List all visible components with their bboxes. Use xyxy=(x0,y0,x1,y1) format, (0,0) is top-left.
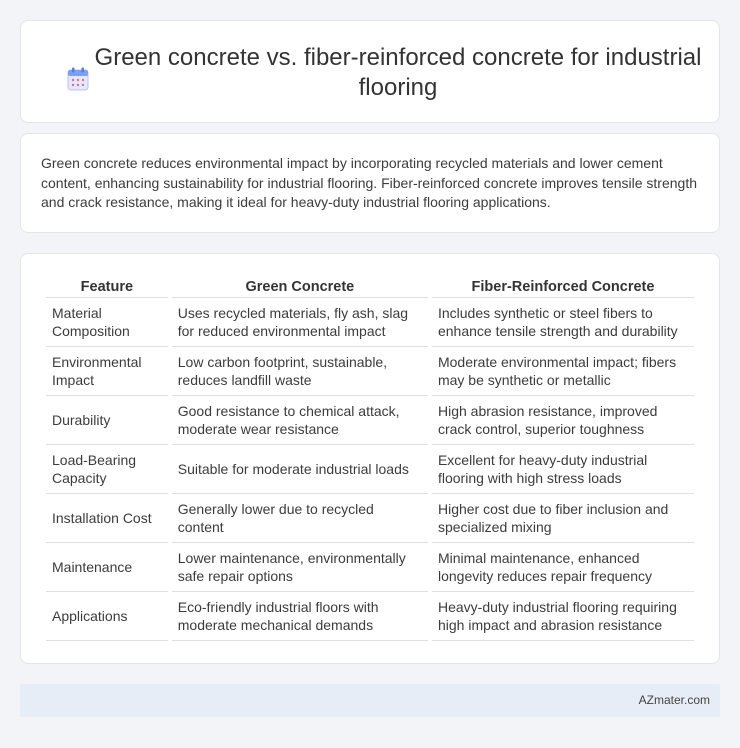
row-fiber-value: Minimal maintenance, enhanced longevity reduces repair frequency xyxy=(432,543,694,592)
page-title: Green concrete vs. fiber-reinforced concrete for industrial flooring xyxy=(94,44,702,101)
header-fiber-reinforced-concrete: Fiber-Reinforced Concrete xyxy=(432,276,694,298)
row-feature: Installation Cost xyxy=(46,494,168,543)
row-green-value: Generally lower due to recycled content xyxy=(172,494,428,543)
footer-bar xyxy=(20,684,720,717)
calendar-icon xyxy=(67,67,89,91)
row-fiber-value: Moderate environmental impact; fibers may be synthetic or metallic xyxy=(432,347,694,396)
row-feature: Durability xyxy=(46,396,168,445)
summary-card xyxy=(20,133,720,233)
row-green-value: Lower maintenance, environmentally safe repair options xyxy=(172,543,428,592)
summary-text: Green concrete reduces environmental impact by incorporating recycled materials and lower cement content, enhancing sustainability for industrial flooring. Fiber-reinforced concrete improves tensile strength and crack resistance, making it ideal for heavy-duty industrial flooring applications. xyxy=(41,155,698,210)
row-green-value: Good resistance to chemical attack, moderate wear resistance xyxy=(172,396,428,445)
table-row xyxy=(46,347,694,396)
title-card xyxy=(20,20,720,123)
row-fiber-value: Higher cost due to fiber inclusion and specialized mixing xyxy=(432,494,694,543)
row-feature: Material Composition xyxy=(46,298,168,347)
comparison-table-card xyxy=(20,253,720,664)
row-feature: Maintenance xyxy=(46,543,168,592)
row-green-value: Low carbon footprint, sustainable, reduces landfill waste xyxy=(172,347,428,396)
row-fiber-value: Heavy-duty industrial flooring requiring high impact and abrasion resistance xyxy=(432,592,694,641)
row-feature: Environmental Impact xyxy=(46,347,168,396)
comparison-table xyxy=(42,276,698,641)
row-feature: Applications xyxy=(46,592,168,641)
table-row xyxy=(46,494,694,543)
row-green-value: Eco-friendly industrial floors with moderate mechanical demands xyxy=(172,592,428,641)
row-fiber-value: Excellent for heavy-duty industrial flooring with high stress loads xyxy=(432,445,694,494)
header-feature: Feature xyxy=(46,276,168,298)
row-fiber-value: Includes synthetic or steel fibers to enhance tensile strength and durability xyxy=(432,298,694,347)
row-fiber-value: High abrasion resistance, improved crack control, superior toughness xyxy=(432,396,694,445)
table-row xyxy=(46,543,694,592)
table-header-row xyxy=(46,276,694,298)
footer-brand: AZmater.com xyxy=(638,693,710,707)
row-green-value: Uses recycled materials, fly ash, slag for reduced environmental impact xyxy=(172,298,428,347)
row-feature: Load-Bearing Capacity xyxy=(46,445,168,494)
table-row xyxy=(46,592,694,641)
row-green-value: Suitable for moderate industrial loads xyxy=(172,445,428,494)
table-row xyxy=(46,298,694,347)
table-row xyxy=(46,445,694,494)
table-row xyxy=(46,396,694,445)
header-green-concrete: Green Concrete xyxy=(172,276,428,298)
